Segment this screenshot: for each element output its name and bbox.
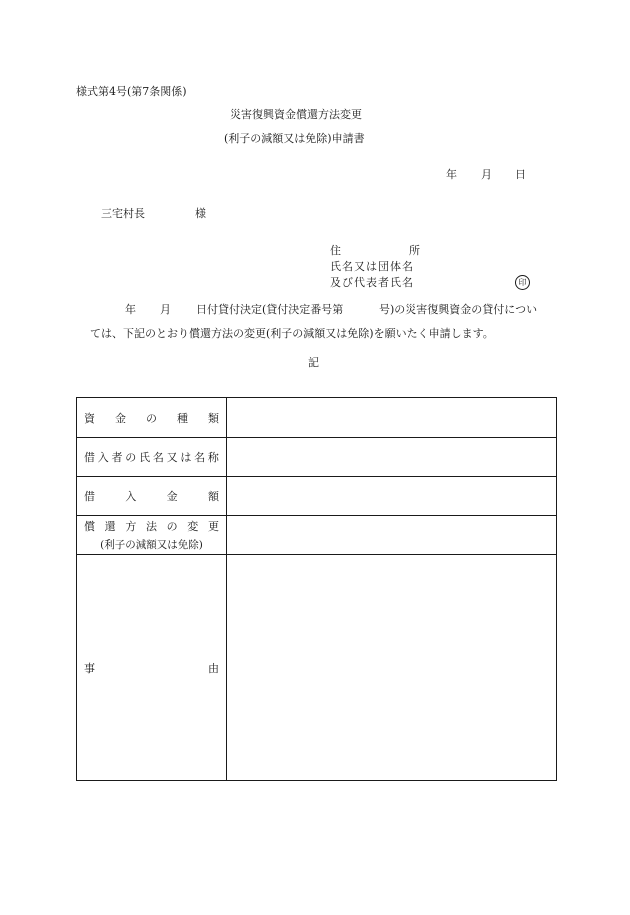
label-char: の <box>166 520 178 533</box>
label-char: 変 <box>187 520 199 533</box>
date-year-label: 年 <box>446 168 457 181</box>
representative-label: 及び代表者氏名 <box>330 276 414 289</box>
row-reason <box>77 555 557 781</box>
label-char: の <box>146 411 157 425</box>
body-text-end: 号)の災害復興資金の貸付につい <box>379 303 538 316</box>
body-month: 月 <box>160 303 171 316</box>
label-char: 金 <box>166 490 178 503</box>
row-loan-amount <box>77 477 557 516</box>
borrower-name-label <box>77 438 227 477</box>
loan-amount-label <box>77 477 227 516</box>
date-day-label: 日 <box>515 168 526 181</box>
name-label: 氏名又は団体名 <box>330 260 414 273</box>
body-text-line-2: ては、下記のとおり償還方法の変更(利子の減額又は免除)を願いたく申請します。 <box>90 327 494 340</box>
label-char: 入 <box>97 451 109 464</box>
label-char: は <box>180 451 192 464</box>
repayment-change-label <box>77 516 227 555</box>
application-table <box>76 397 557 781</box>
fund-type-field[interactable] <box>227 398 557 438</box>
label-char: 方 <box>125 520 137 533</box>
fund-type-label <box>77 398 227 438</box>
label-char: 額 <box>207 490 219 503</box>
loan-amount-field[interactable] <box>227 477 557 516</box>
address-label-char-1: 住 <box>330 244 341 257</box>
addressee-name: 三宅村長 <box>101 207 145 220</box>
label-char: 又 <box>166 451 178 464</box>
addressee-honorific: 様 <box>195 207 206 220</box>
borrower-name-field[interactable] <box>227 438 557 477</box>
reason-label <box>77 555 227 781</box>
label-char: 還 <box>104 520 116 533</box>
address-label-char-2: 所 <box>409 244 420 257</box>
title-line-2: (利子の減額又は免除)申請書 <box>224 132 365 145</box>
row-fund-type <box>77 398 557 438</box>
reason-field[interactable] <box>227 555 557 781</box>
label-char: 名 <box>152 451 164 464</box>
label-char: 称 <box>207 451 219 464</box>
label-char: 法 <box>145 520 157 533</box>
date-month-label: 月 <box>481 168 492 181</box>
label-char: 借 <box>84 490 95 503</box>
repayment-change-field[interactable] <box>227 516 557 555</box>
label-char: 借 <box>84 451 95 464</box>
label-char: 由 <box>208 661 219 675</box>
row-borrower-name <box>77 438 557 477</box>
body-text-mid: 日付貸付決定(貸付決定番号第 <box>196 303 344 316</box>
label-char: 類 <box>208 411 219 425</box>
form-number: 様式第4号(第7条関係) <box>76 85 187 98</box>
label-char: 入 <box>125 490 137 503</box>
label-char: の <box>125 451 137 464</box>
repayment-change-sublabel: (利子の減額又は免除) <box>100 539 203 551</box>
label-char: 資 <box>84 411 95 425</box>
label-char: 更 <box>207 520 219 533</box>
label-char: 氏 <box>139 451 151 464</box>
label-char: 名 <box>194 451 206 464</box>
label-char: 者 <box>111 451 123 464</box>
label-char: 事 <box>84 661 95 675</box>
seal-mark: 印 <box>515 275 530 290</box>
body-year: 年 <box>125 303 136 316</box>
row-repayment-change <box>77 516 557 555</box>
label-char: 種 <box>177 411 188 425</box>
label-char: 金 <box>115 411 126 425</box>
label-char: 償 <box>84 520 95 533</box>
title-line-1: 災害復興資金償還方法変更 <box>230 108 362 121</box>
ki-heading: 記 <box>308 356 319 369</box>
